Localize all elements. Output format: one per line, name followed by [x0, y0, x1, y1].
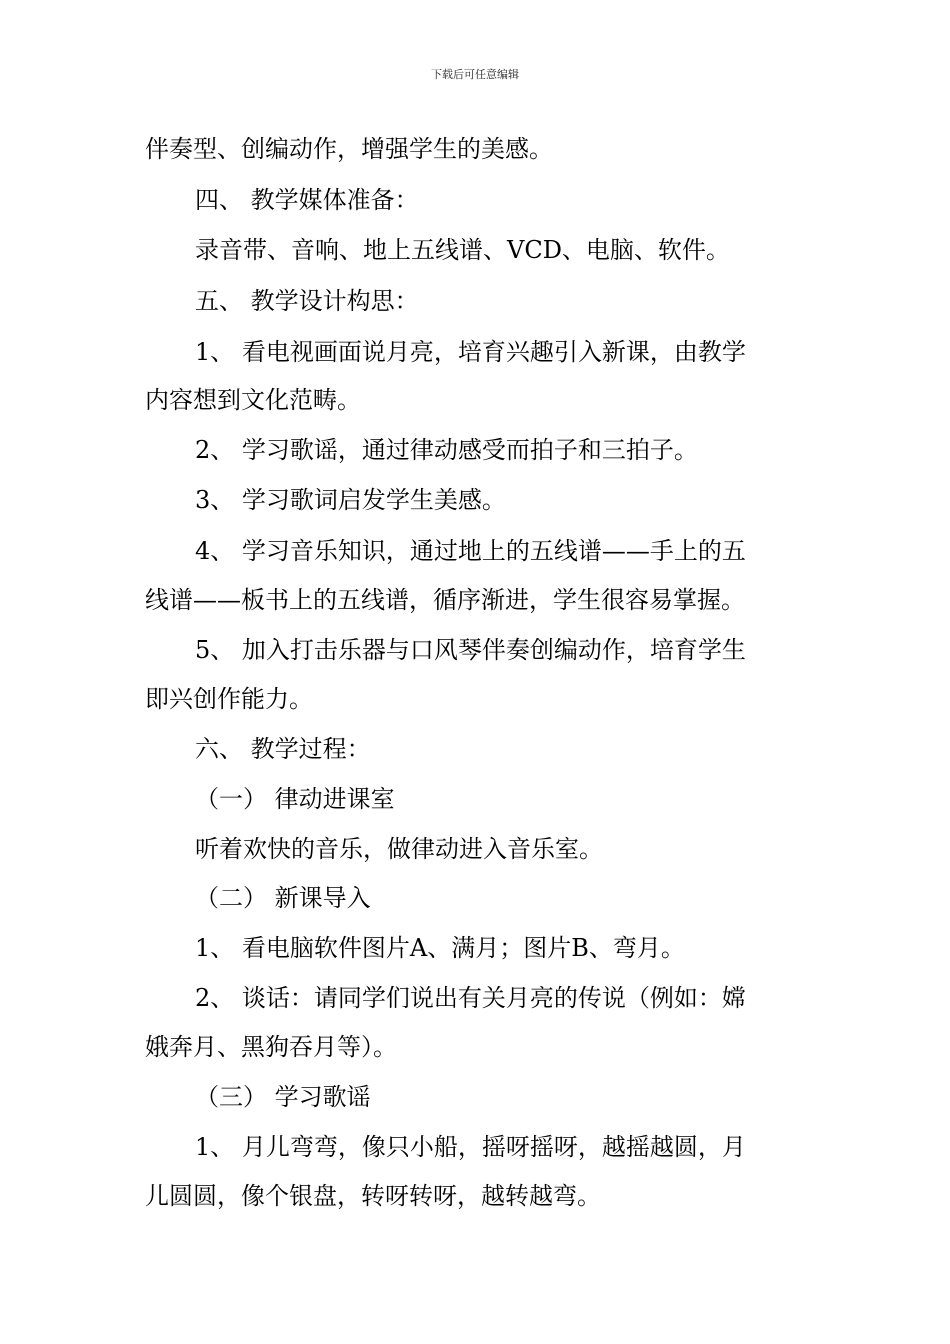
section-heading: 四、 教学媒体准备： [195, 186, 419, 214]
page-header: 下载后可任意编辑 [431, 68, 519, 81]
section-heading: 六、 教学过程： [195, 735, 371, 763]
list-item: 4、 学习音乐知识，通过地上的五线谱——手上的五 [195, 537, 746, 565]
list-item: 5、 加入打击乐器与口风琴伴奏创编动作，培育学生 [195, 636, 746, 664]
text-line: 即兴创作能力。 [145, 685, 313, 713]
list-item: 1、 看电视画面说月亮，培育兴趣引入新课，由教学 [195, 338, 746, 366]
text-line: 线谱——板书上的五线谱，循序渐进，学生很容易掌握。 [145, 586, 745, 614]
text-line: 内容想到文化范畴。 [145, 386, 361, 414]
subsection-heading: （一） 律动进课室 [195, 785, 395, 813]
list-item: 2、 谈话：请同学们说出有关月亮的传说（例如：嫦 [195, 984, 746, 1012]
text-line: 伴奏型、创编动作，增强学生的美感。 [145, 135, 553, 163]
subsection-heading: （三） 学习歌谣 [195, 1083, 371, 1111]
text-line: 儿圆圆，像个银盘，转呀转呀，越转越弯。 [145, 1182, 601, 1210]
list-item: 1、 月儿弯弯，像只小船，摇呀摇呀，越摇越圆，月 [195, 1133, 746, 1161]
subsection-heading: （二） 新课导入 [195, 884, 371, 912]
list-item: 1、 看电脑软件图片A、满月；图片B、弯月。 [195, 934, 685, 962]
text-line: 娥奔月、黑狗吞月等）。 [145, 1033, 397, 1061]
list-item: 2、 学习歌谣，通过律动感受而拍子和三拍子。 [195, 436, 698, 464]
section-heading: 五、 教学设计构思： [195, 287, 419, 315]
text-line: 听着欢快的音乐，做律动进入音乐室。 [195, 835, 603, 863]
list-item: 3、 学习歌词启发学生美感。 [195, 486, 506, 514]
text-line: 录音带、音响、地上五线谱、VCD、电脑、软件。 [195, 236, 730, 264]
